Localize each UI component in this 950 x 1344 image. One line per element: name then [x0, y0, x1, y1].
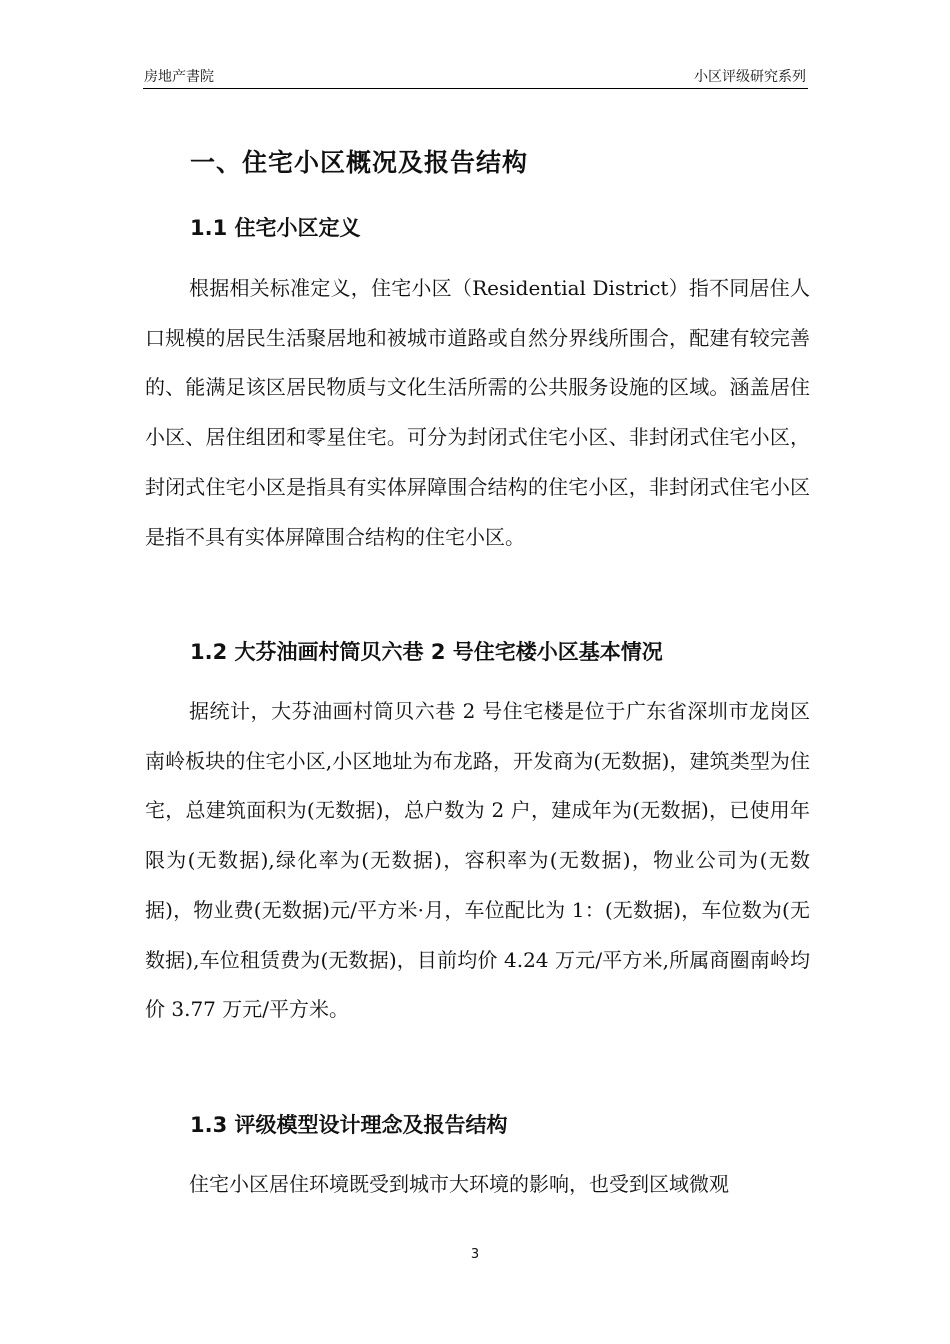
header-divider [143, 88, 808, 89]
heading-1-3: 1.3 评级模型设计理念及报告结构 [190, 1113, 508, 1137]
paragraph-1-3: 住宅小区居住环境既受到城市大环境的影响，也受到区域微观 [189, 1172, 729, 1196]
header-publisher: 房地产書院 [144, 69, 214, 85]
paragraph-1-1: 根据相关标准定义，住宅小区（Residential District）指不同居住人口规模的居民生活聚居地和被城市道路或自然分界线所围合，配建有较完善的、能满足该区居民物质与文化生活所需的公共服务设施的区域。涵盖居住小区、居住组团和零星住宅。可分为封闭式住宅小区、非封闭式住宅小区，封闭式住宅小区是指具有实体屏障围合结构的住宅小区，非封闭式住宅小区是指不具有实体屏障围合结构的住宅小区。 [145, 276, 810, 549]
heading-1-2: 1.2 大芬油画村筒贝六巷 2 号住宅楼小区基本情况 [190, 640, 663, 664]
page-number: 3 [470, 1247, 480, 1262]
section-title: 一、住宅小区概况及报告结构 [190, 148, 529, 177]
paragraph-1-2: 据统计，大芬油画村筒贝六巷 2 号住宅楼是位于广东省深圳市龙岗区南岭板块的住宅小区,小区地址为布龙路，开发商为(无数据)，建筑类型为住宅，总建筑面积为(无数据)，总户数为 2 户，建成年为(无数据)，已使用年限为(无数据),绿化率为(无数据)，容积率为(无数据)，物业公司为(无数据)，物业费(无数据)元/平方米·月，车位配比为 1：(无数据)，车位数为(无数据),车位租赁费为(无数据)，目前均价 4.24 万元/平方米,所属商圈南岭均价 3.77 万元/平方米。 [145, 699, 810, 1022]
heading-1-1: 1.1 住宅小区定义 [190, 216, 361, 240]
header-series-title: 小区评级研究系列 [694, 69, 806, 85]
